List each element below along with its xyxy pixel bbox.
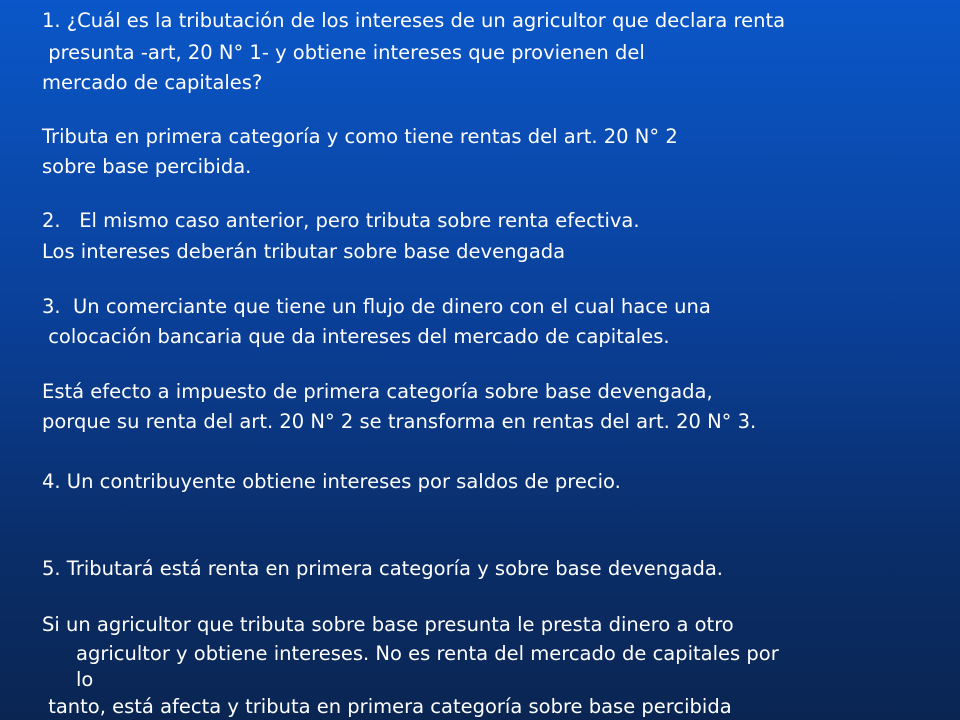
text-line-a1-end: sobre base percibida. — [42, 155, 252, 178]
text-line-p5-end: tanto, está afecta y tributa en primera categoría sobre base percibida — [42, 695, 732, 718]
text-line-p5: Si un agricultor que tributa sobre base presunta le presta dinero a otro — [42, 613, 734, 636]
text-line-q1-cont: presunta -art, 20 N° 1- y obtiene intereses que provienen del — [42, 41, 645, 64]
text-line-a3-cont: porque su renta del art. 20 N° 2 se transforma en rentas del art. 20 N° 3. — [42, 410, 757, 433]
text-line-q2: 2. El mismo caso anterior, pero tributa sobre renta efectiva. — [42, 209, 640, 232]
text-line-q1-end: mercado de capitales? — [42, 71, 263, 94]
text-line-q3-cont: colocación bancaria que da intereses del mercado de capitales. — [42, 325, 670, 348]
text-line-p5-lo: lo — [76, 668, 94, 691]
text-line-a2: Los intereses deberán tributar sobre base devengada — [42, 240, 566, 263]
text-line-q4: 4. Un contribuyente obtiene intereses por saldos de precio. — [42, 470, 621, 493]
text-line-a1: Tributa en primera categoría y como tiene rentas del art. 20 N° 2 — [42, 125, 678, 148]
text-line-p5-cont: agricultor y obtiene intereses. No es renta del mercado de capitales por — [76, 642, 779, 665]
text-line-a3: Está efecto a impuesto de primera categoría sobre base devengada, — [42, 380, 713, 403]
text-line-a4: 5. Tributará está renta en primera categoría y sobre base devengada. — [42, 557, 723, 580]
text-line-q3: 3. Un comerciante que tiene un flujo de dinero con el cual hace una — [42, 295, 711, 318]
text-line-q1: 1. ¿Cuál es la tributación de los intereses de un agricultor que declara renta — [42, 9, 786, 32]
